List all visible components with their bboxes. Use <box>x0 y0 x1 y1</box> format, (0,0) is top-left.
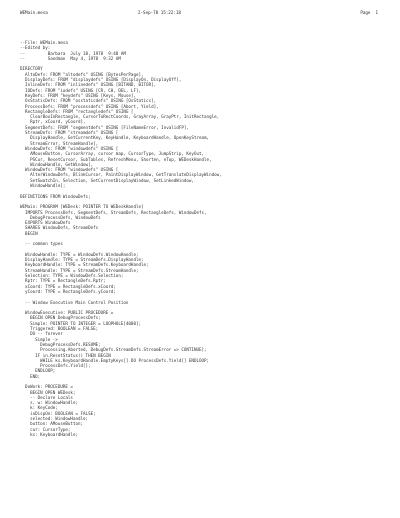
header-datetime: 2-Sep-78 15:22:18 <box>138 10 181 15</box>
header-filename: WEMain.mesa <box>20 10 48 15</box>
header-page-number <box>360 10 378 15</box>
page-header <box>20 10 386 18</box>
source-listing: --File: WEMain.mesa --Edited by: -- Barbara July 18, 1978 9:48 AM -- Sandman May 4, 1978 9:32 AM DIRECTORY AltoDefs: FROM "altodefs" USING [BytesPerPage], DisplayDefs: FROM "displaydefs" USING [DisplayOn, DisplayOff], InlineDefs: FROM "inlinedefs" USING [BITAND, BITOR], IODefs: FROM "iodefs" USING [CR, CH, DEL, LF], KeyDefs: FROM "keydefs" USING [Keys, Mouse], OsStaticDefs: FROM "osstaticdefs" USING [OsStatics], ProcessDefs: FROM "processdefs" USING [Abort, Yield], RectangleDefs: FROM "rectangledefs" USING [ ClearBoxInRectangle, CursorToRectCoords, GrayArray, GrayPtr, InitRectangle, Rptr, xCoord, yCoord], SegmentDefs: FROM "segmentdefs" USING [FileNameError, InvalidFP], StreamDefs: FROM "streamdefs" USING [ DisplayHandle, GetCurrentKey, KeyHandle, KeyboardHandle, OpenKeyStream, StreamError, StreamHandle], WindowDefs: FROM "windowdefs" USING [ AMouseButton, CursorArray, cursor map, CursorType, JumpStrip, KeyOut, PSCur, ResetCursor, SubTables, RefreshMenu, Shorten, eTop, WEDeskHandle, WindowHandle, GetWindow], WindowDefs: FROM "windowdefs" USING [ AlterWindowDefs, BlinkCursor, PaintDisplayWindow, GetTranslateDisplayWindow, SetSwatchIn, Selection, SetCurrentDisplayWindow, SetLinkedWindow, WindowHandle]; DEFINITIONS FROM WindowDefs; WEMain: PROGRAM [WEDesk: POINTER TO WEDeskHandle] IMPORTS ProcessDefs, SegmentDefs, StreamDefs, RectangleDefs, WindowDefs, DebugProcessDefs, WindowDefs EXPORTS WindowDefs SHARES WindowDefs, StreamDefs BEGIN -- common types WindowHandle: TYPE = WindowDefs.WindowHandle; DisplayHandle: TYPE = StreamDefs.DisplayHandle; KeyboardHandle: TYPE = StreamDefs.KeyboardHandle; StreamHandle: TYPE = StreamDefs.StreamHandle; Selection: TYPE = WindowDefs.Selection; Rptr: TYPE = RectangleDefs.Rptr; xCoord: TYPE = RectangleDefs.xCoord; yCoord: TYPE = RectangleDefs.yCoord; -- Window Executive Main Control Position WindowExecutive: PUBLIC PROCEDURE = BEGIN OPEN DebugProcessDefs; Simple: POINTER TO INTEGER = LOOPHOLE[4000]; Triggered: BOOLEAN = FALSE; DO -- forever Simple -> DebugProcessDefs.RESUME; Processing.Aborted, DebugDefs.StreamDefs.StreamError => CONTINUE]; IF in.ResetStatus() THEN BEGIN WHILE ks.KeyboardHandle.EmptyKeys[] DO ProcessDefs.Yield[] ENDLOOP; ProcessDefs.Yield[]; ENDLOOP; END; DoWork: PROCEDURE = BEGIN OPEN WEDesk; -- Declare Locals s, w: WindowHandle; k: KeyCode; inDispOn: BOOLEAN = FALSE; selected: WindowHandle; button: AMouseButton; cur: CursorType; ks: KeyboardHandle; <box>20 40 222 437</box>
header-page-value: 1 <box>375 10 378 15</box>
header-page-label: Page <box>360 10 371 15</box>
